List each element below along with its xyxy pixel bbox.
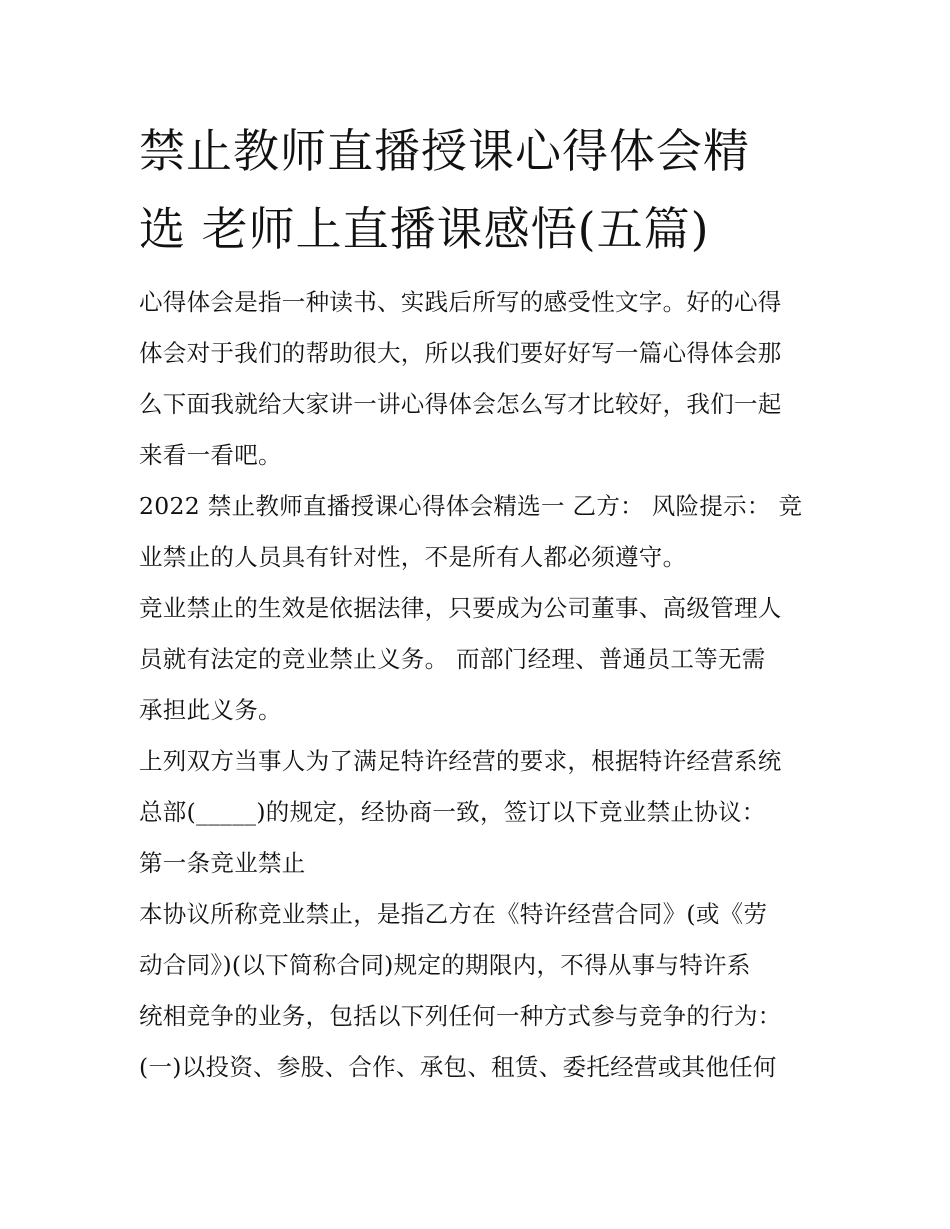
body-line: 体会对于我们的帮助很大，所以我们要好好写一篇心得体会那 [139, 339, 782, 367]
body-line: 承担此义务。 [139, 696, 282, 724]
body-line: 员就有法定的竞业禁止义务。 而部门经理、普通员工等无需 [139, 645, 766, 673]
title-line-1: 禁止教师直播授课心得体会精 [139, 124, 750, 178]
body-line: (一)以投资、参股、合作、承包、租赁、委托经营或其他任何 [139, 1053, 777, 1081]
document-title [139, 112, 829, 268]
body-line: 第一条竞业禁止 [139, 849, 306, 877]
body-line: 总部(_____)的规定，经协商一致，签订以下竞业禁止协议： [139, 798, 766, 826]
body-line: 么下面我就给大家讲一讲心得体会怎么写才比较好，我们一起 [139, 390, 782, 418]
body-line: 业禁止的人员具有针对性，不是所有人都必须遵守。 [139, 543, 687, 571]
body-line: 本协议所称竞业禁止，是指乙方在《特许经营合同》(或《劳 [139, 900, 768, 928]
body-line: 上列双方当事人为了满足特许经营的要求，根据特许经营系统 [139, 747, 782, 775]
body-line: 竞业禁止的生效是依据法律，只要成为公司董事、高级管理人 [139, 594, 782, 622]
title-line-2: 选 老师上直播课感悟(五篇) [139, 202, 710, 256]
body-line: 统相竞争的业务，包括以下列任何一种方式参与竞争的行为： [139, 1002, 782, 1030]
body-line: 来看一看吧。 [139, 441, 282, 469]
body-line: 2022 禁止教师直播授课心得体会精选一 乙方： 风险提示： 竞 [139, 492, 803, 520]
body-line: 动合同》)(以下简称合同)规定的期限内，不得从事与特许系 [139, 951, 751, 979]
document-body [139, 277, 829, 1093]
body-line: 心得体会是指一种读书、实践后所写的感受性文字。好的心得 [139, 288, 782, 316]
